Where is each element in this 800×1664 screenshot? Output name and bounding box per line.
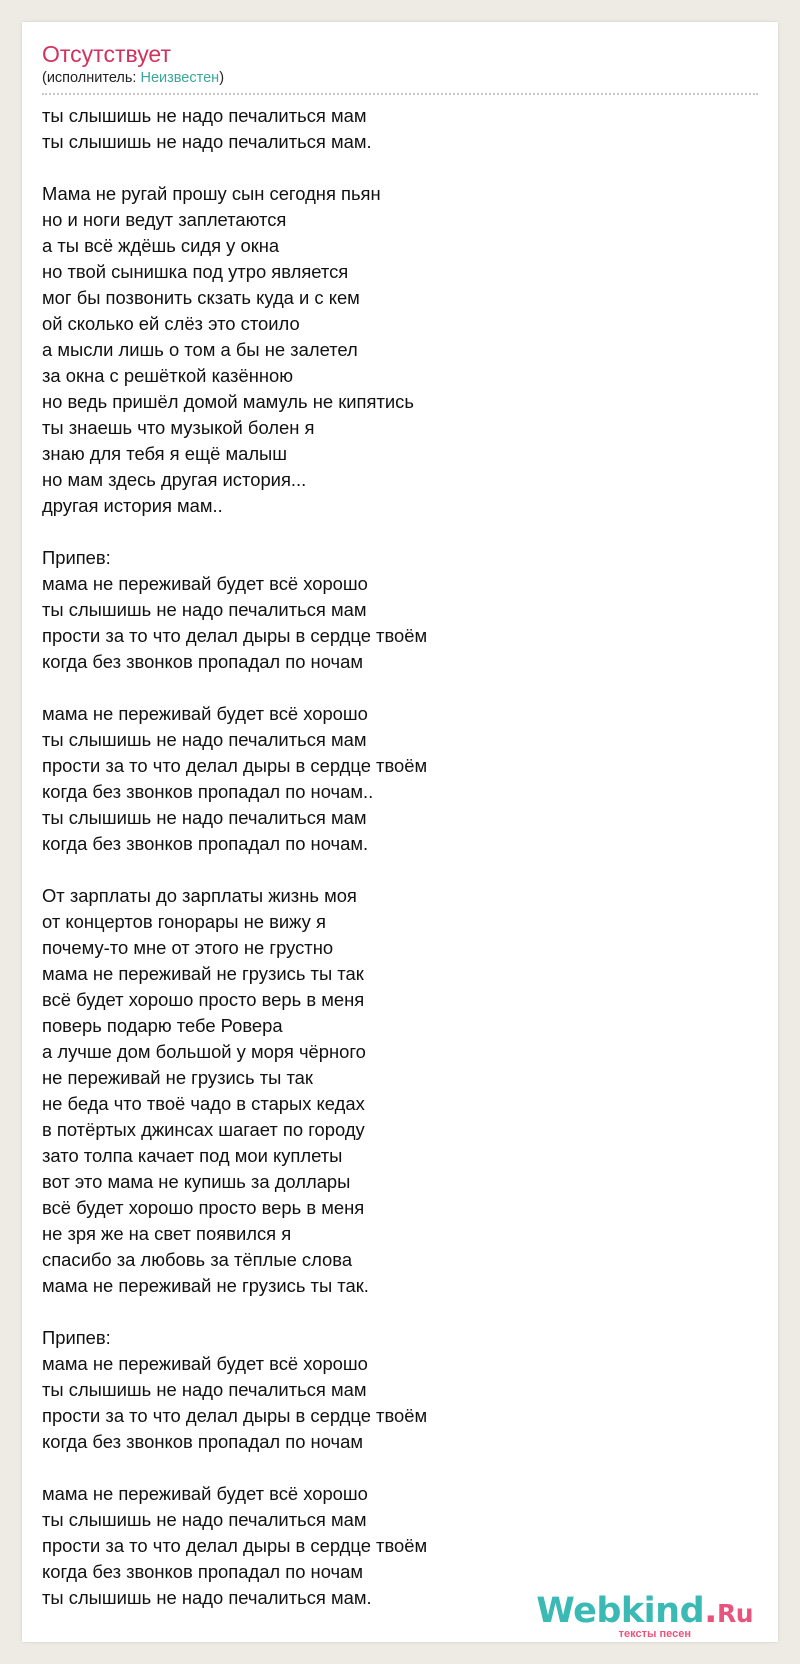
- artist-prefix: (исполнитель:: [42, 70, 141, 86]
- lyrics-line: ты слышишь не надо печалиться мам: [42, 729, 367, 750]
- lyrics-line: другая история мам..: [42, 495, 223, 516]
- lyrics-blank-line: [42, 675, 758, 701]
- logo-wordmark: [536, 1592, 753, 1633]
- lyrics-line: прости за то что делал дыры в сердце твоём: [42, 755, 428, 776]
- lyrics-line: не зря же на свет появился я: [42, 1223, 292, 1244]
- lyrics-line: знаю для тебя я ещё малыш: [42, 443, 288, 464]
- lyrics-line: когда без звонков пропадал по ночам.: [42, 833, 369, 854]
- site-logo[interactable]: [536, 1592, 753, 1640]
- lyrics-line: мог бы позвонить скзать куда и с кем: [42, 287, 360, 308]
- lyrics-line: а ты всё ждёшь сидя у окна: [42, 235, 280, 256]
- lyrics-line: поверь подарю тебе Ровера: [42, 1015, 283, 1036]
- lyrics-line: всё будет хорошо просто верь в меня: [42, 989, 365, 1010]
- lyrics-blank-line: [42, 1299, 758, 1325]
- artist-link[interactable]: Неизвестен: [140, 70, 220, 86]
- lyrics-line: Припев:: [42, 1327, 111, 1348]
- artist-line: [42, 69, 758, 87]
- lyrics-line: ты слышишь не надо печалиться мам: [42, 1379, 367, 1400]
- lyrics-line: мама не переживай будет всё хорошо: [42, 573, 368, 594]
- lyrics-line: не переживай не грузись ты так: [42, 1067, 313, 1088]
- artist-suffix: ): [219, 70, 225, 86]
- lyrics-blank-line: [42, 519, 758, 545]
- lyrics-line: прости за то что делал дыры в сердце твоём: [42, 1535, 428, 1556]
- lyrics-card: [22, 22, 778, 1642]
- lyrics-body: [42, 103, 758, 1611]
- lyrics-line: когда без звонков пропадал по ночам: [42, 1431, 363, 1452]
- song-header: [42, 40, 758, 87]
- lyrics-line: мама не переживай не грузись ты так: [42, 963, 364, 984]
- lyrics-line: когда без звонков пропадал по ночам: [42, 1561, 363, 1582]
- lyrics-line: но мам здесь другая история...: [42, 469, 307, 490]
- lyrics-line: зато толпа качает под мои куплеты: [42, 1145, 343, 1166]
- lyrics-line: ты слышишь не надо печалиться мам: [42, 1509, 367, 1530]
- lyrics-line: ты слышишь не надо печалиться мам: [42, 599, 367, 620]
- lyrics-line: почему-то мне от этого не грустно: [42, 937, 334, 958]
- lyrics-line: прости за то что делал дыры в сердце твоём: [42, 1405, 428, 1426]
- lyrics-line: От зарплаты до зарплаты жизнь моя: [42, 885, 357, 906]
- lyrics-line: мама не переживай не грузись ты так.: [42, 1275, 369, 1296]
- lyrics-line: спасибо за любовь за тёплые слова: [42, 1249, 353, 1270]
- lyrics-line: не беда что твоё чадо в старых кедах: [42, 1093, 365, 1114]
- lyrics-line: в потёртых джинсах шагает по городу: [42, 1119, 365, 1140]
- lyrics-line: Припев:: [42, 547, 111, 568]
- lyrics-line: когда без звонков пропадал по ночам..: [42, 781, 374, 802]
- lyrics-line: но и ноги ведут заплетаются: [42, 209, 287, 230]
- header-divider: [42, 93, 758, 95]
- lyrics-line: Мама не ругай прошу сын сегодня пьян: [42, 183, 381, 204]
- lyrics-line: ты слышишь не надо печалиться мам.: [42, 1587, 372, 1608]
- lyrics-line: а лучше дом большой у моря чёрного: [42, 1041, 366, 1062]
- lyrics-blank-line: [42, 1455, 758, 1481]
- lyrics-line: мама не переживай будет всё хорошо: [42, 703, 368, 724]
- lyrics-line: мама не переживай будет всё хорошо: [42, 1483, 368, 1504]
- lyrics-line: всё будет хорошо просто верь в меня: [42, 1197, 365, 1218]
- lyrics-line: ой сколько ей слёз это стоило: [42, 313, 300, 334]
- lyrics-blank-line: [42, 857, 758, 883]
- logo-tld: Ru: [716, 1599, 753, 1628]
- lyrics-line: ты слышишь не надо печалиться мам: [42, 807, 367, 828]
- lyrics-blank-line: [42, 155, 758, 181]
- lyrics-line: но твой сынишка под утро является: [42, 261, 349, 282]
- lyrics-line: а мысли лишь о том а бы не залетел: [42, 339, 358, 360]
- logo-dot: .: [704, 1591, 717, 1631]
- lyrics-line: от концертов гонорары не вижу я: [42, 911, 326, 932]
- lyrics-line: когда без звонков пропадал по ночам: [42, 651, 363, 672]
- lyrics-line: ты знаешь что музыкой болен я: [42, 417, 315, 438]
- logo-tagline: тексты песен: [618, 1628, 691, 1640]
- lyrics-line: ты слышишь не надо печалиться мам.: [42, 131, 372, 152]
- lyrics-line: вот это мама не купишь за доллары: [42, 1171, 351, 1192]
- song-title: Отсутствует: [42, 41, 171, 67]
- logo-name: Webkind: [536, 1591, 705, 1631]
- lyrics-line: но ведь пришёл домой мамуль не кипятись: [42, 391, 414, 412]
- lyrics-line: прости за то что делал дыры в сердце твоём: [42, 625, 428, 646]
- lyrics-line: ты слышишь не надо печалиться мам: [42, 105, 367, 126]
- lyrics-line: за окна с решёткой казённою: [42, 365, 294, 386]
- lyrics-line: мама не переживай будет всё хорошо: [42, 1353, 368, 1374]
